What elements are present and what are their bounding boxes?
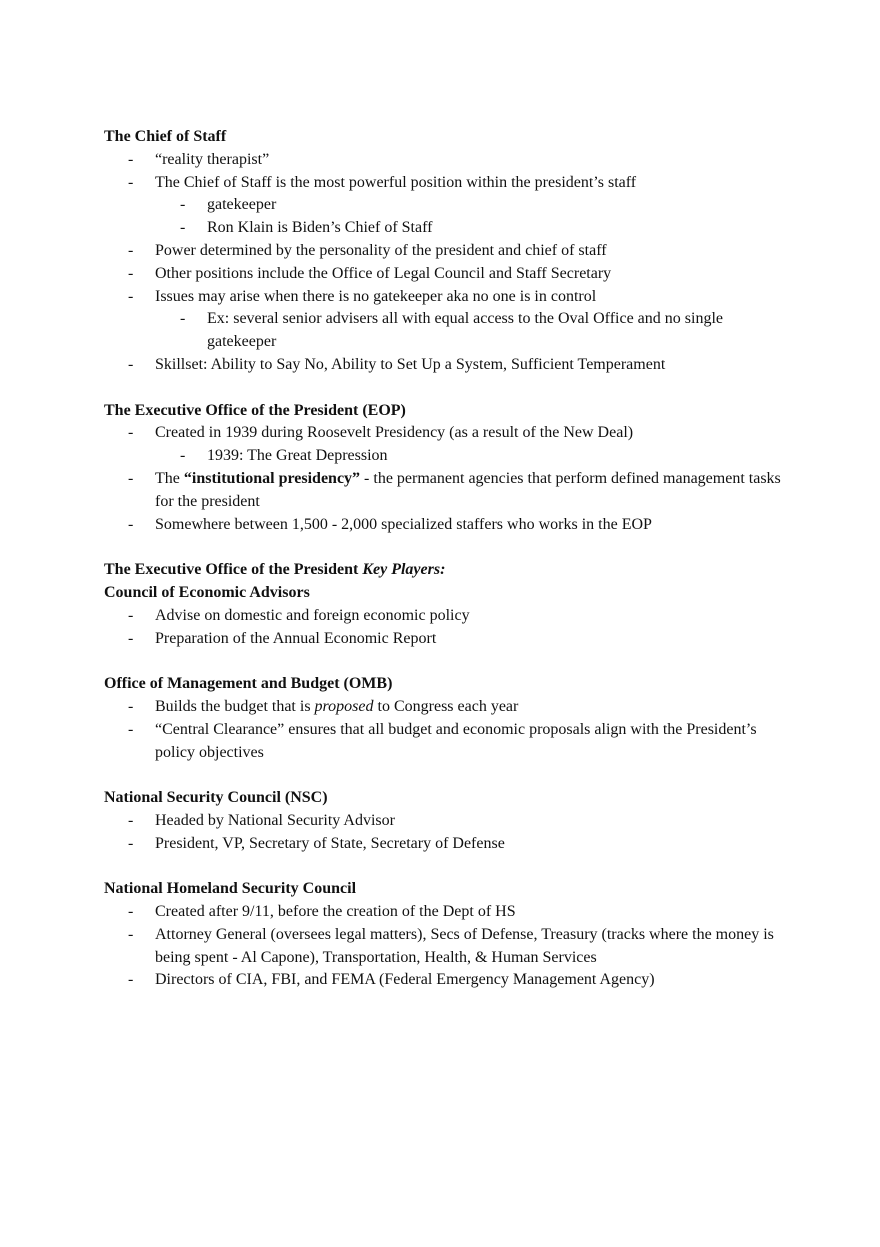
subsection-heading: Council of Economic Advisors xyxy=(104,583,310,601)
section-key-players xyxy=(104,559,784,650)
bullet-dash: - xyxy=(180,310,186,328)
bullet-list xyxy=(104,149,784,377)
sub-bullet-list xyxy=(155,308,784,354)
list-item-text-post: to Congress each year xyxy=(373,697,519,715)
list-item-text: Advise on domestic and foreign economic policy xyxy=(155,606,470,624)
sub-list-item xyxy=(155,308,784,354)
list-item xyxy=(104,240,784,263)
section-heading xyxy=(104,559,784,582)
sub-list-item xyxy=(155,445,784,468)
bullet-dash: - xyxy=(128,925,134,943)
sub-bullet-list xyxy=(155,445,784,468)
bullet-dash: - xyxy=(128,287,134,305)
bullet-list xyxy=(104,422,784,536)
list-item-text-italic: proposed xyxy=(314,697,374,715)
section-heading: National Homeland Security Council xyxy=(104,880,357,898)
list-item xyxy=(104,810,784,833)
list-item-text: Directors of CIA, FBI, and FEMA (Federal Emergency Management Agency) xyxy=(155,971,655,989)
sub-list-item xyxy=(155,194,784,217)
bullet-dash: - xyxy=(128,355,134,373)
list-item-text: “reality therapist” xyxy=(155,150,270,168)
heading-italic-text: Key Players: xyxy=(362,561,446,579)
list-item xyxy=(104,354,784,377)
section-heading: The Executive Office of the President (EOP) xyxy=(104,401,406,419)
bullet-dash: - xyxy=(128,720,134,738)
bullet-dash: - xyxy=(180,196,186,214)
list-item-text-post: - the permanent agencies that perform defined management tasks for the president xyxy=(155,469,781,510)
section-heading: National Security Council (NSC) xyxy=(104,789,328,807)
heading-text: The Executive Office of the President xyxy=(104,561,363,579)
bullet-list xyxy=(104,810,784,856)
list-item-text: President, VP, Secretary of State, Secretary of Defense xyxy=(155,834,505,852)
bullet-dash: - xyxy=(128,697,134,715)
list-item xyxy=(104,514,784,537)
list-item-text: Headed by National Security Advisor xyxy=(155,811,395,829)
bullet-dash: - xyxy=(128,469,134,487)
list-item xyxy=(104,833,784,856)
list-item-text: Other positions include the Office of Legal Council and Staff Secretary xyxy=(155,264,612,282)
section-nsc xyxy=(104,787,784,855)
list-item xyxy=(104,263,784,286)
list-item-text: Skillset: Ability to Say No, Ability to Set Up a System, Sufficient Temperament xyxy=(155,355,666,373)
list-item-text-pre: The xyxy=(155,469,184,487)
bullet-dash: - xyxy=(128,264,134,282)
bullet-list xyxy=(104,901,784,992)
list-item xyxy=(104,696,784,719)
list-item-text: Attorney General (oversees legal matters), Secs of Defense, Treasury (tracks where the money is being spent - Al Capone), Transportation, Health, & Human Services xyxy=(155,925,774,966)
list-item-text: Ron Klain is Biden’s Chief of Staff xyxy=(207,219,433,237)
bullet-dash: - xyxy=(128,811,134,829)
bullet-dash: - xyxy=(180,219,186,237)
list-item xyxy=(104,286,784,354)
list-item xyxy=(104,422,784,468)
list-item-text: 1939: The Great Depression xyxy=(207,447,388,465)
list-item-text: “Central Clearance” ensures that all budget and economic proposals align with the President’s policy objectives xyxy=(155,720,757,761)
section-nhsc xyxy=(104,878,784,992)
bullet-dash: - xyxy=(128,515,134,533)
bullet-dash: - xyxy=(180,447,186,465)
sub-list-item xyxy=(155,217,784,240)
list-item xyxy=(104,172,784,240)
bullet-dash: - xyxy=(128,606,134,624)
list-item-text-pre: Builds the budget that is xyxy=(155,697,315,715)
bullet-dash: - xyxy=(128,150,134,168)
list-item-text: Preparation of the Annual Economic Report xyxy=(155,629,437,647)
list-item-text: Somewhere between 1,500 - 2,000 specialized staffers who works in the EOP xyxy=(155,515,652,533)
section-heading: The Chief of Staff xyxy=(104,128,227,145)
list-item-text-bold: “institutional presidency” xyxy=(183,469,361,487)
list-item xyxy=(104,719,784,765)
list-item-text: Power determined by the personality of the president and chief of staff xyxy=(155,241,607,259)
list-item xyxy=(104,628,784,651)
list-item xyxy=(104,901,784,924)
bullet-dash: - xyxy=(128,241,134,259)
list-item-text: Created after 9/11, before the creation of the Dept of HS xyxy=(155,903,516,921)
list-item-text: gatekeeper xyxy=(207,196,277,214)
bullet-dash: - xyxy=(128,173,134,191)
bullet-list xyxy=(104,696,784,764)
list-item-text: The Chief of Staff is the most powerful position within the president’s staff xyxy=(155,173,637,191)
list-item-text: Issues may arise when there is no gatekeeper aka no one is in control xyxy=(155,287,597,305)
sub-bullet-list xyxy=(155,194,784,240)
list-item xyxy=(104,468,784,514)
section-omb xyxy=(104,673,784,764)
bullet-dash: - xyxy=(128,971,134,989)
list-item xyxy=(104,149,784,172)
list-item xyxy=(104,605,784,628)
section-heading: Office of Management and Budget (OMB) xyxy=(104,675,393,693)
bullet-dash: - xyxy=(128,424,134,442)
bullet-dash: - xyxy=(128,629,134,647)
bullet-dash: - xyxy=(128,903,134,921)
bullet-dash: - xyxy=(128,834,134,852)
bullet-list xyxy=(104,605,784,651)
section-eop xyxy=(104,400,784,537)
list-item xyxy=(104,924,784,970)
list-item-text: Created in 1939 during Roosevelt Presidency (as a result of the New Deal) xyxy=(155,424,634,442)
document-content xyxy=(104,126,784,1015)
list-item xyxy=(104,969,784,992)
list-item-text: Ex: several senior advisers all with equal access to the Oval Office and no single gatekeeper xyxy=(207,310,723,351)
section-chief-of-staff xyxy=(104,126,784,377)
